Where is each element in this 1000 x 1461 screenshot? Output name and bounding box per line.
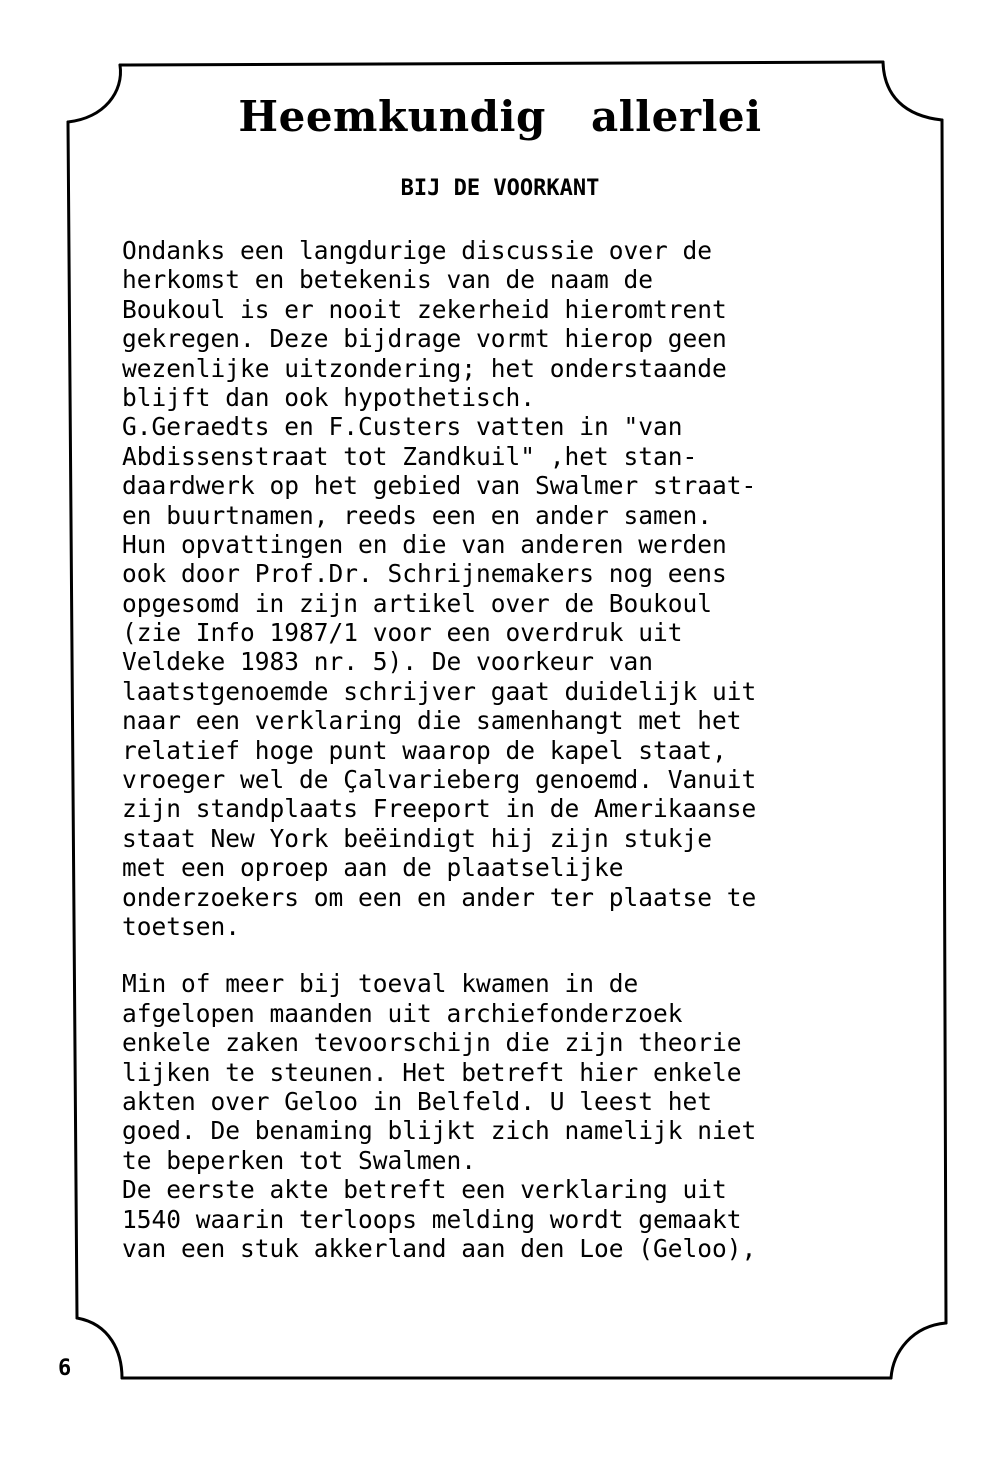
- text-line: herkomst en betekenis van de naam de: [122, 265, 654, 295]
- text-line: akten over Geloo in Belfeld. U leest het: [122, 1086, 713, 1116]
- text-line: enkele zaken tevoorschijn die zijn theorie: [122, 1028, 742, 1058]
- text-line: ook door Prof.Dr. Schrijnemakers nog eens: [122, 559, 727, 589]
- text-line: goed. De benaming blijkt zich namelijk niet: [122, 1116, 757, 1146]
- paragraph-1: [122, 236, 902, 941]
- text-line: 1540 waarin terloops melding wordt gemaakt: [122, 1204, 742, 1234]
- text-line: van een stuk akkerland aan den Loe (Geloo),: [122, 1233, 757, 1263]
- text-line: Min of meer bij toeval kwamen in de: [122, 969, 639, 999]
- text-line: wezenlijke uitzondering; het onderstaande: [122, 353, 727, 383]
- text-line: zijn standplaats Freeport in de Amerikaanse: [122, 794, 757, 824]
- text-line: De eerste akte betreft een verklaring uit: [122, 1175, 727, 1205]
- text-line: toetsen.: [122, 911, 241, 941]
- paragraph-gap: [122, 941, 902, 969]
- page-title: Heemkundig allerlei: [238, 92, 762, 141]
- text-line: naar een verklaring die samenhangt met het: [122, 706, 742, 736]
- text-line: gekregen. Deze bijdrage vormt hierop geen: [122, 324, 727, 354]
- text-line: lijken te steunen. Het betreft hier enkele: [122, 1057, 742, 1087]
- text-line: en buurtnamen, reeds een en ander samen.: [122, 500, 713, 530]
- text-line: staat New York beëindigt hij zijn stukje: [122, 823, 713, 853]
- text-line: G.Geraedts en F.Custers vatten in "van: [122, 412, 683, 442]
- text-line: Ondanks een langdurige discussie over de: [122, 236, 713, 265]
- text-line: Veldeke 1983 nr. 5). De voorkeur van: [122, 647, 654, 677]
- text-line: daardwerk op het gebied van Swalmer straat-: [122, 471, 757, 501]
- text-line: (zie Info 1987/1 voor een overdruk uit: [122, 618, 683, 648]
- text-line: blijft dan ook hypothetisch.: [122, 382, 536, 412]
- text-line: relatief hoge punt waarop de kapel staat,: [122, 735, 727, 765]
- text-line: vroeger wel de Çalvarieberg genoemd. Vanuit: [122, 765, 757, 795]
- text-line: Boukoul is er nooit zekerheid hieromtrent: [122, 294, 727, 324]
- section-heading: BIJ DE VOORKANT: [400, 176, 600, 201]
- page-number: 6: [58, 1356, 72, 1381]
- text-line: Abdissenstraat tot Zandkuil" ,het stan-: [122, 441, 698, 471]
- text-line: te beperken tot Swalmen.: [122, 1145, 477, 1175]
- text-line: afgelopen maanden uit archiefonderzoek: [122, 998, 683, 1028]
- text-line: met een oproep aan de plaatselijke: [122, 853, 624, 883]
- text-line: onderzoekers om een en ander ter plaatse te: [122, 882, 757, 912]
- paragraph-2: [122, 969, 902, 1263]
- text-line: Hun opvattingen en die van anderen werden: [122, 529, 727, 559]
- article-body: [122, 236, 902, 1263]
- text-line: opgesomd in zijn artikel over de Boukoul: [122, 588, 713, 618]
- text-line: laatstgenoemde schrijver gaat duidelijk uit: [122, 676, 757, 706]
